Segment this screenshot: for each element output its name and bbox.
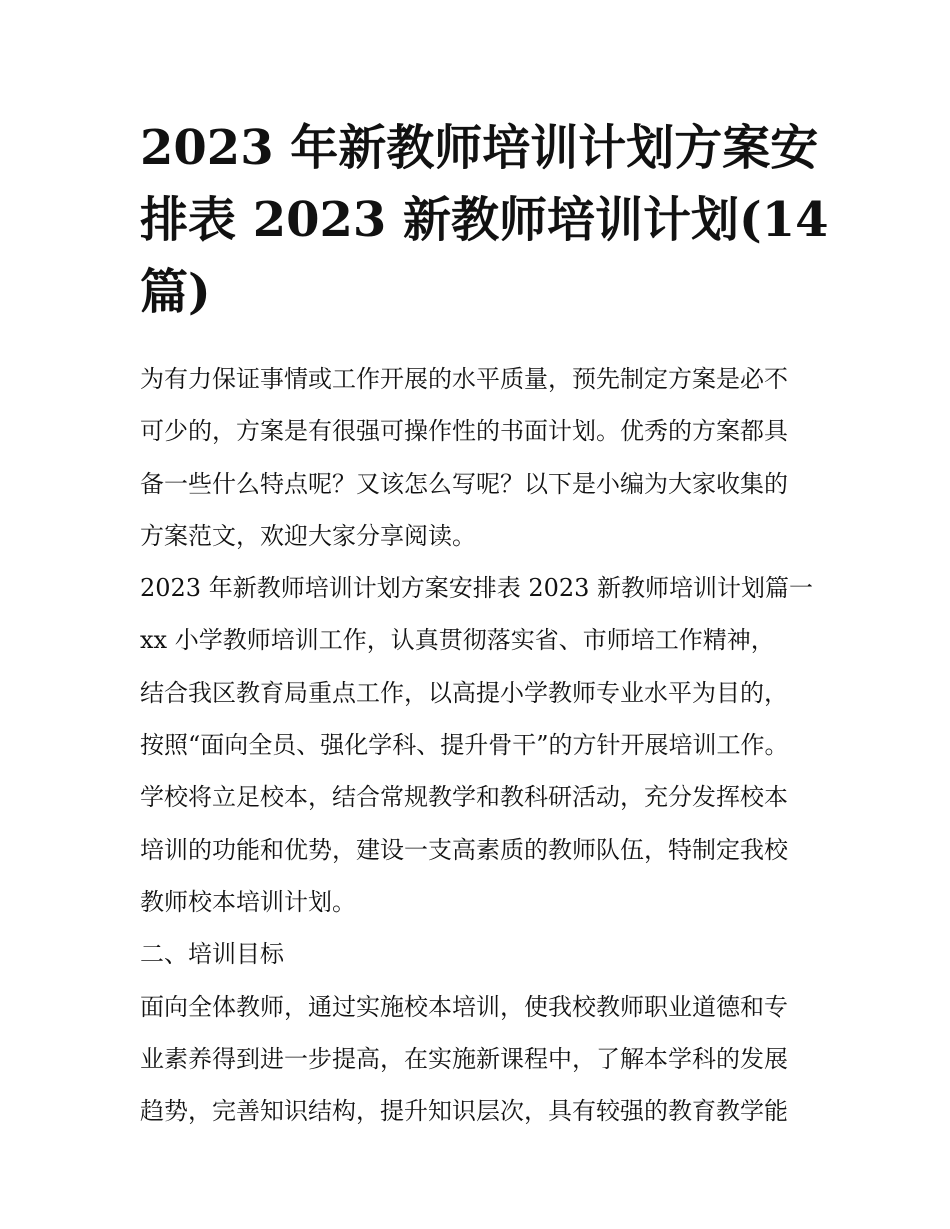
title-line: 排表 2023 新教师培训计划(14 <box>140 192 829 248</box>
title-line: 篇) <box>140 264 211 320</box>
body-line: 2023 年新教师培训计划方案安排表 2023 新教师培训计划篇一 <box>140 574 814 603</box>
body-line: 教师校本培训计划。 <box>140 887 356 916</box>
body-line: 面向全体教师，通过实施校本培训，使我校教师职业道德和专 <box>140 992 788 1021</box>
body-line: 培训的功能和优势，建设一支高素质的教师队伍，特制定我校 <box>140 835 788 864</box>
body-line: 可少的，方案是有很强可操作性的书面计划。优秀的方案都具 <box>140 417 788 446</box>
body-line: 方案范文，欢迎大家分享阅读。 <box>140 521 476 550</box>
section-heading: 二、培训目标 <box>140 940 284 969</box>
body-line: 按照“面向全员、强化学科、提升骨干”的方针开展培训工作。 <box>140 731 789 760</box>
body-line: 趋势，完善知识结构，提升知识层次，具有较强的教育教学能 <box>140 1097 788 1126</box>
body-line: 为有力保证事情或工作开展的水平质量，预先制定方案是必不 <box>140 365 788 393</box>
body-line: 结合我区教育局重点工作，以高提小学教师专业水平为目的， <box>140 678 788 707</box>
document-title <box>140 112 829 328</box>
document-body <box>140 353 820 1137</box>
body-line: 业素养得到进一步提高，在实施新课程中，了解本学科的发展 <box>140 1044 788 1073</box>
body-line: xx 小学教师培训工作，认真贯彻落实省、市师培工作精神， <box>140 626 775 655</box>
title-line: 2023 年新教师培训计划方案安 <box>140 120 819 176</box>
body-line: 学校将立足校本，结合常规教学和教科研活动，充分发挥校本 <box>140 783 788 812</box>
body-line: 备一些什么特点呢？又该怎么写呢？以下是小编为大家收集的 <box>140 469 788 498</box>
